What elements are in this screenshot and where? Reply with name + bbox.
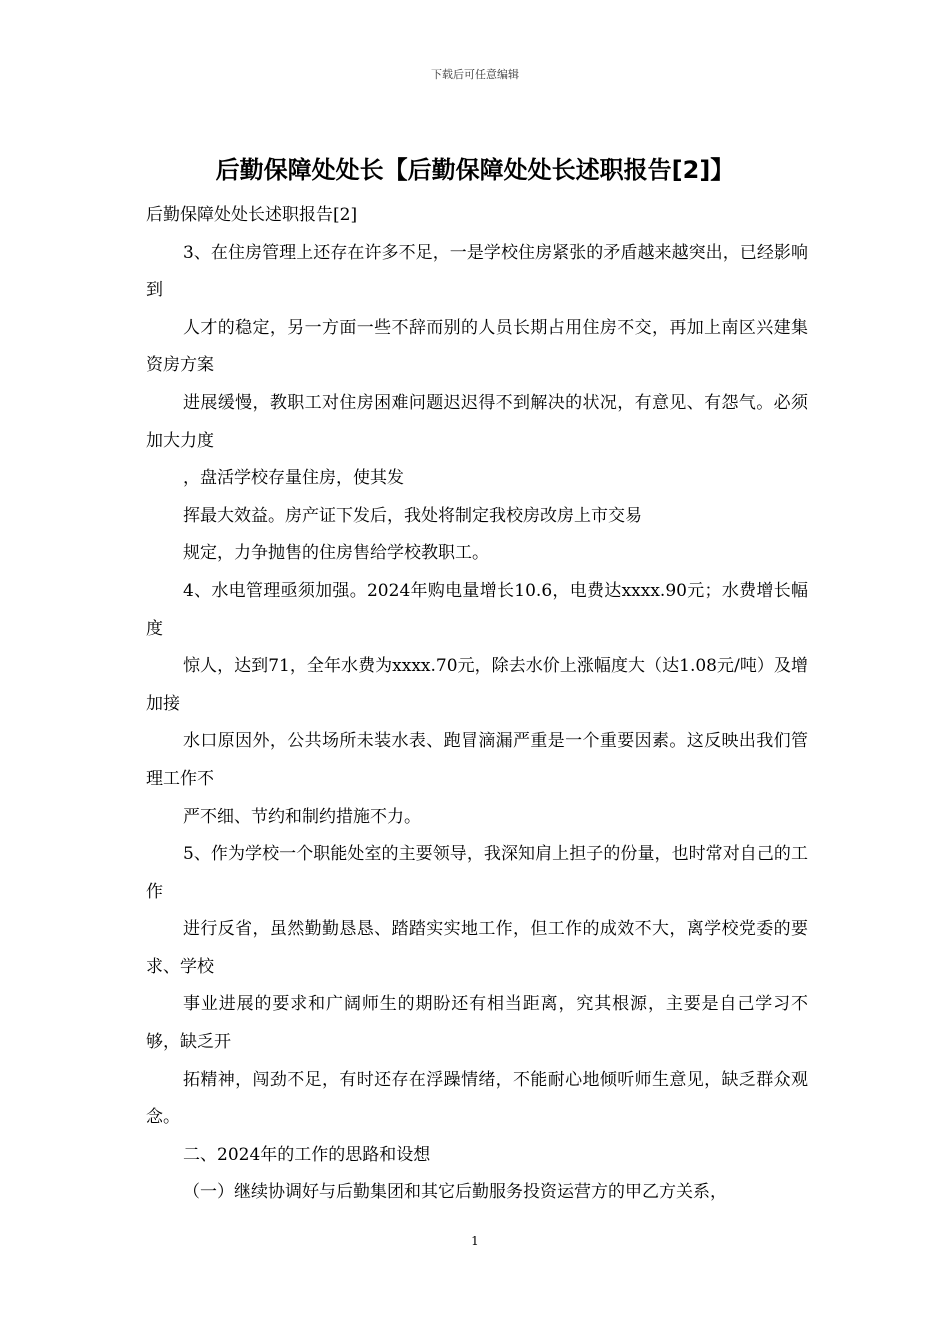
paragraph: 惊人，达到71，全年水费为xxxx.70元，除去水价上涨幅度大（达1.08元/吨）及增加接 xyxy=(146,656,808,714)
paragraph: 3、在住房管理上还存在许多不足，一是学校住房紧张的矛盾越来越突出，已经影响到 xyxy=(146,242,808,301)
paragraph: 水口原因外，公共场所未装水表、跑冒滴漏严重是一个重要因素。这反映出我们管理工作不 xyxy=(146,731,808,789)
paragraph: 事业进展的要求和广阔师生的期盼还有相当距离，究其根源，主要是自己学习不够，缺乏开 xyxy=(146,994,808,1053)
document-body xyxy=(146,197,808,1212)
paragraph: 进行反省，虽然勤勤恳恳、踏踏实实地工作，但工作的成效不大，离学校党委的要求、学校 xyxy=(146,919,808,977)
paragraph: （一）继续协调好与后勤集团和其它后勤服务投资运营方的甲乙方关系， xyxy=(183,1182,727,1203)
paragraph: 4、水电管理亟须加强。2024年购电量增长10.6，电费达xxxx.90元；水费增长幅度 xyxy=(146,580,808,639)
document-title: 后勤保障处处长【后勤保障处处长述职报告[2]】 xyxy=(215,156,735,184)
paragraph: 严不细、节约和制约措施不力。 xyxy=(183,806,421,827)
download-note: 下载后可任意编辑 xyxy=(431,68,519,81)
paragraph: 规定，力争抛售的住房售给学校教职工。 xyxy=(183,543,489,564)
paragraph: 拓精神，闯劲不足，有时还存在浮躁情绪，不能耐心地倾听师生意见，缺乏群众观念。 xyxy=(146,1069,808,1128)
paragraph: 挥最大效益。房产证下发后，我处将制定我校房改房上市交易 xyxy=(183,505,642,526)
paragraph: ，盘活学校存量住房，使其发 xyxy=(183,468,404,489)
subtitle-paragraph: 后勤保障处处长述职报告[2] xyxy=(146,205,358,225)
section-heading: 二、2024年的工作的思路和设想 xyxy=(183,1144,431,1165)
paragraph: 人才的稳定，另一方面一些不辞而别的人员长期占用住房不交，再加上南区兴建集资房方案 xyxy=(146,317,808,376)
page-number: 1 xyxy=(471,1234,479,1248)
paragraph: 进展缓慢，教职工对住房困难问题迟迟得不到解决的状况，有意见、有怨气。必须加大力度 xyxy=(146,392,808,451)
paragraph: 5、作为学校一个职能处室的主要领导，我深知肩上担子的份量，也时常对自己的工作 xyxy=(146,844,808,902)
